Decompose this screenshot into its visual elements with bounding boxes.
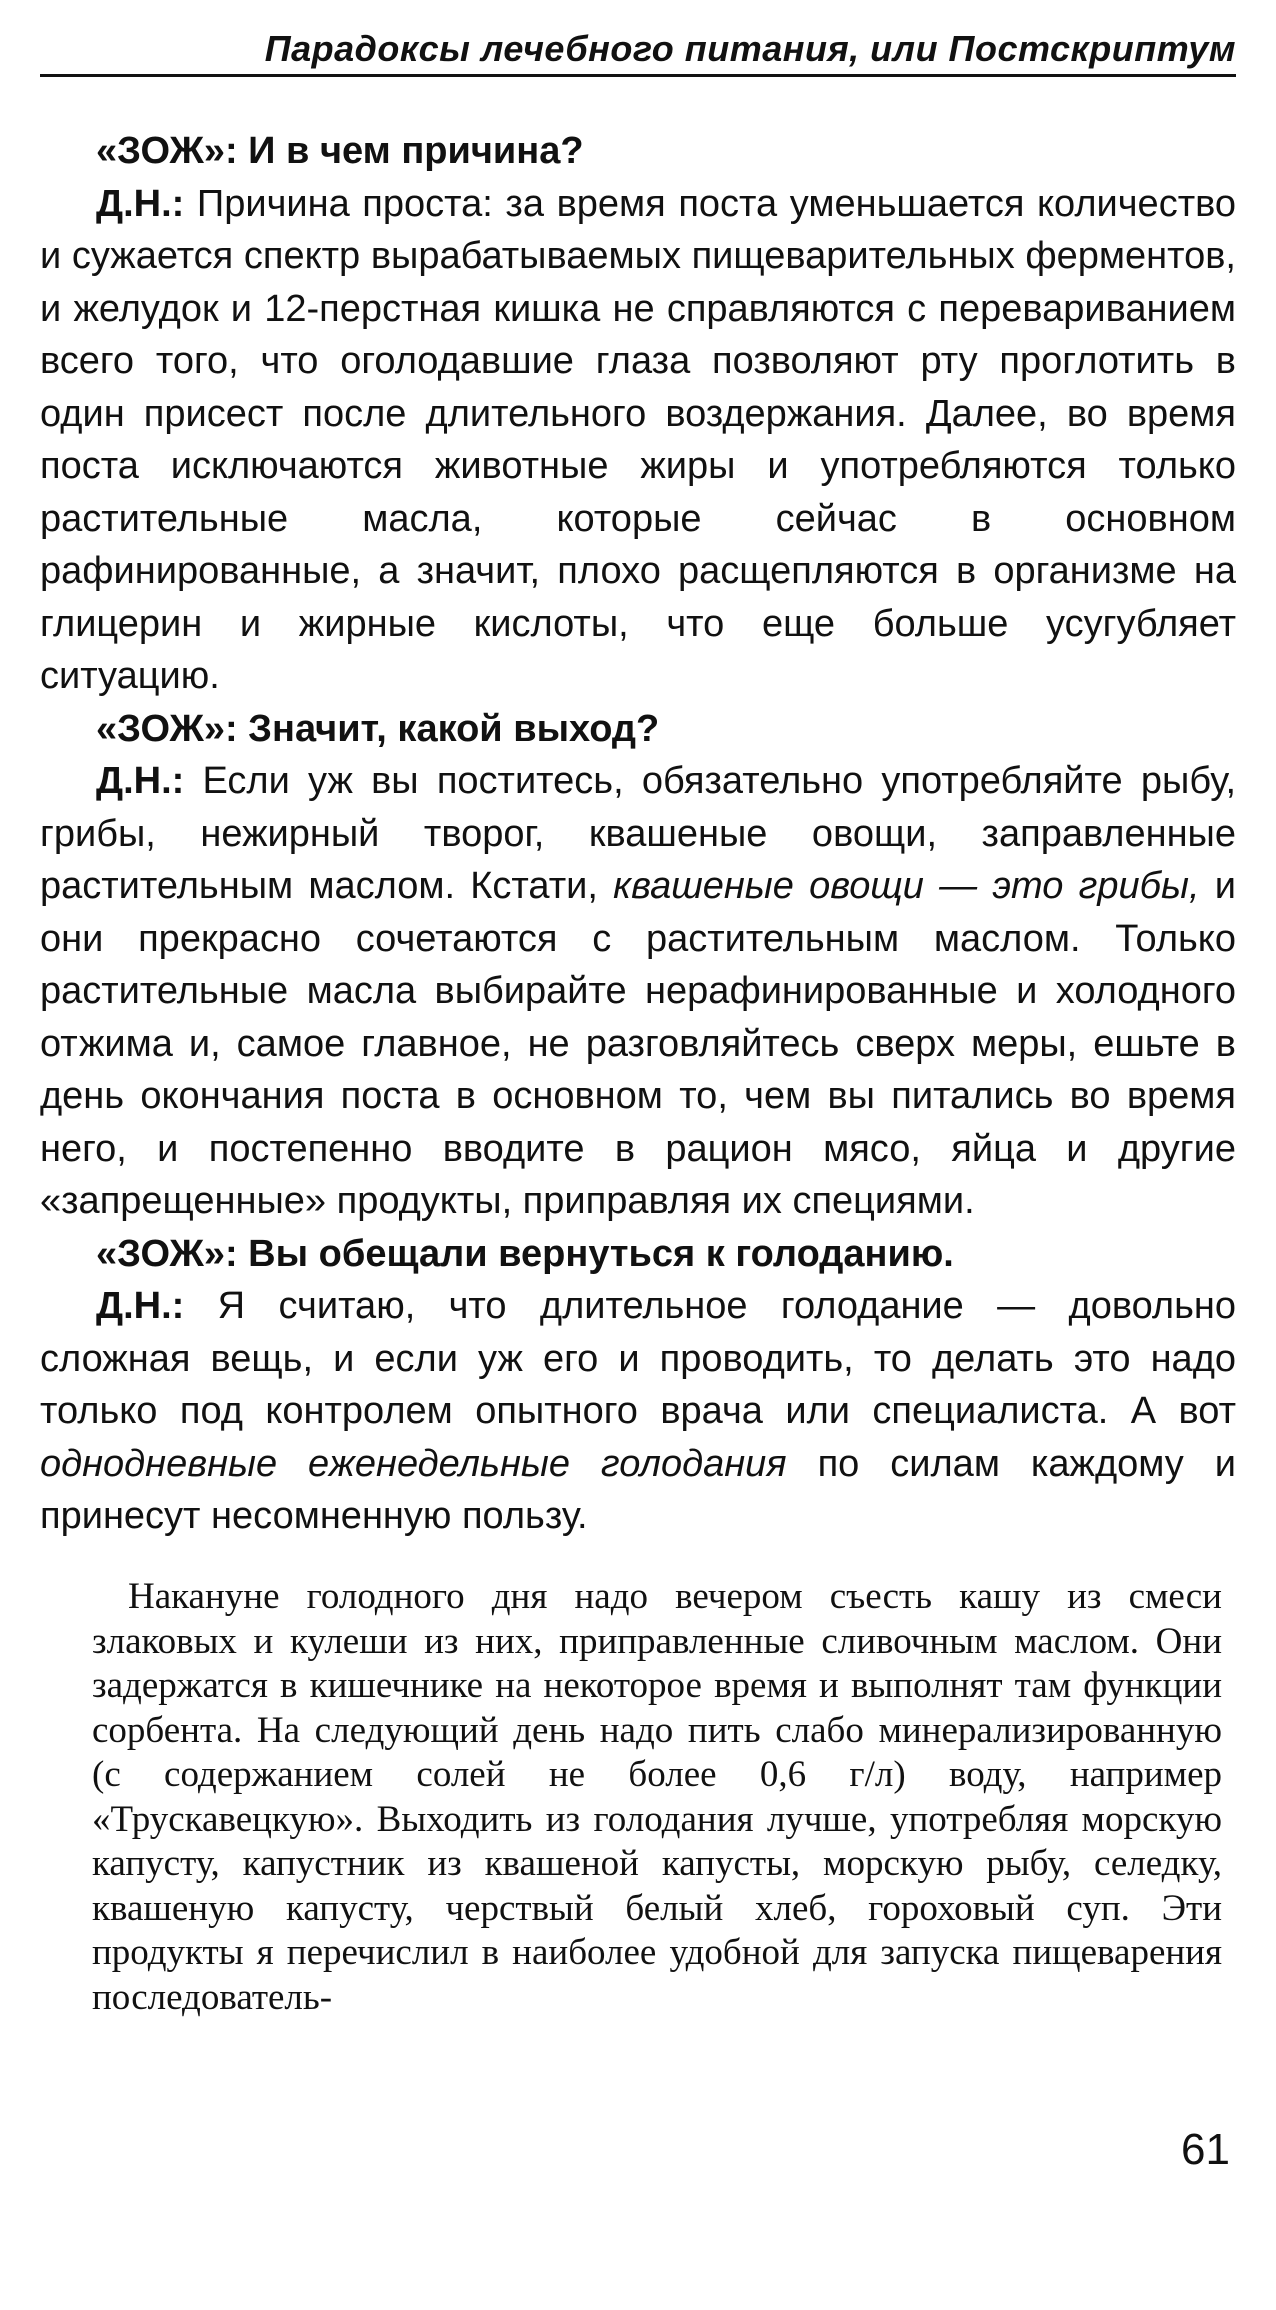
speaker-label: Д.Н.: <box>96 760 185 802</box>
answer-1-text: Причина проста: за время поста уменьшается количество и сужается спектр вырабатываемых пищеварительных ферментов, и желудок и 12-перстная кишка не справляются с перевариванием всего того, что оголодавшие глаза позволяют рту проглотить в один присест после длительного воздержания. Далее, во время поста исключаются животные жиры и употребляются только растительные масла, которые сейчас в основном рафинированные, а значит, плохо расщепляются в организме на глицерин и жирные кислоты, что еще больше усугубляет ситуацию. <box>40 182 1236 697</box>
answer-3-text-after: по силам каждому и принесут несомненную пользу. <box>40 1442 1237 1537</box>
answer-3-text-before: Я считаю, что длительное голодание — довольно сложная вещь, и если уж его и проводить, то делать это надо только под контролем опытного врача или специалиста. А вот <box>40 1285 1236 1432</box>
speaker-label: Д.Н.: <box>96 182 185 225</box>
interview-text <box>40 125 1236 1543</box>
question-2: «ЗОЖ»: Значит, какой выход? <box>96 707 660 750</box>
fasting-instructions <box>92 1575 1222 2020</box>
answer-2-text-before: Если уж вы поститесь, обязательно употребляйте рыбу, грибы, нежирный творог, квашеные овощи, заправленные растительным маслом. Кстати, <box>40 760 1236 907</box>
question-3: «ЗОЖ»: Вы обещали вернуться к голоданию. <box>96 1232 954 1275</box>
answer-3-emphasis: однодневные еженедельные голодания <box>40 1442 787 1485</box>
fasting-paragraph: Накануне голодного дня надо вечером съесть кашу из смеси злаковых и кулеши из них, приправленные сливочным маслом. Они задержатся в кишечнике на некоторое время и выполнят там функции сорбента. На следующий день надо пить слабо минерализированную (с содержанием солей не более 0,6 г/л) воду, например «Трускавецкую». Выходить из голодания лучше, употребляя морскую капусту, капустник из квашеной капусты, морскую рыбу, селедку, квашеную капусту, черствый белый хлеб, гороховый суп. Эти продукты я перечислил в наиболее удобной для запуска пищеварения последователь- <box>92 1576 1222 2018</box>
answer-3 <box>40 1280 1236 1543</box>
speaker-label: Д.Н.: <box>96 1285 185 1327</box>
answer-2-text-after: и они прекрасно сочетаются с растительным маслом. Только растительные масла выбирайте нерафинированные и холодного отжима и, самое главное, не разговляйтесь сверх меры, ешьте в день окончания поста в основном то, чем вы питались во время него, и постепенно вводите в рацион мясо, яйца и другие «запрещенные» продукты, приправляя их специями. <box>40 865 1236 1222</box>
page-number: 61 <box>1181 2125 1230 2174</box>
answer-2 <box>40 755 1236 1228</box>
answer-1 <box>40 178 1236 703</box>
question-1: «ЗОЖ»: И в чем причина? <box>96 130 584 172</box>
running-header: Парадоксы лечебного питания, или Постскриптум <box>40 28 1236 77</box>
answer-2-emphasis: квашеные овощи — это грибы, <box>613 865 1200 907</box>
